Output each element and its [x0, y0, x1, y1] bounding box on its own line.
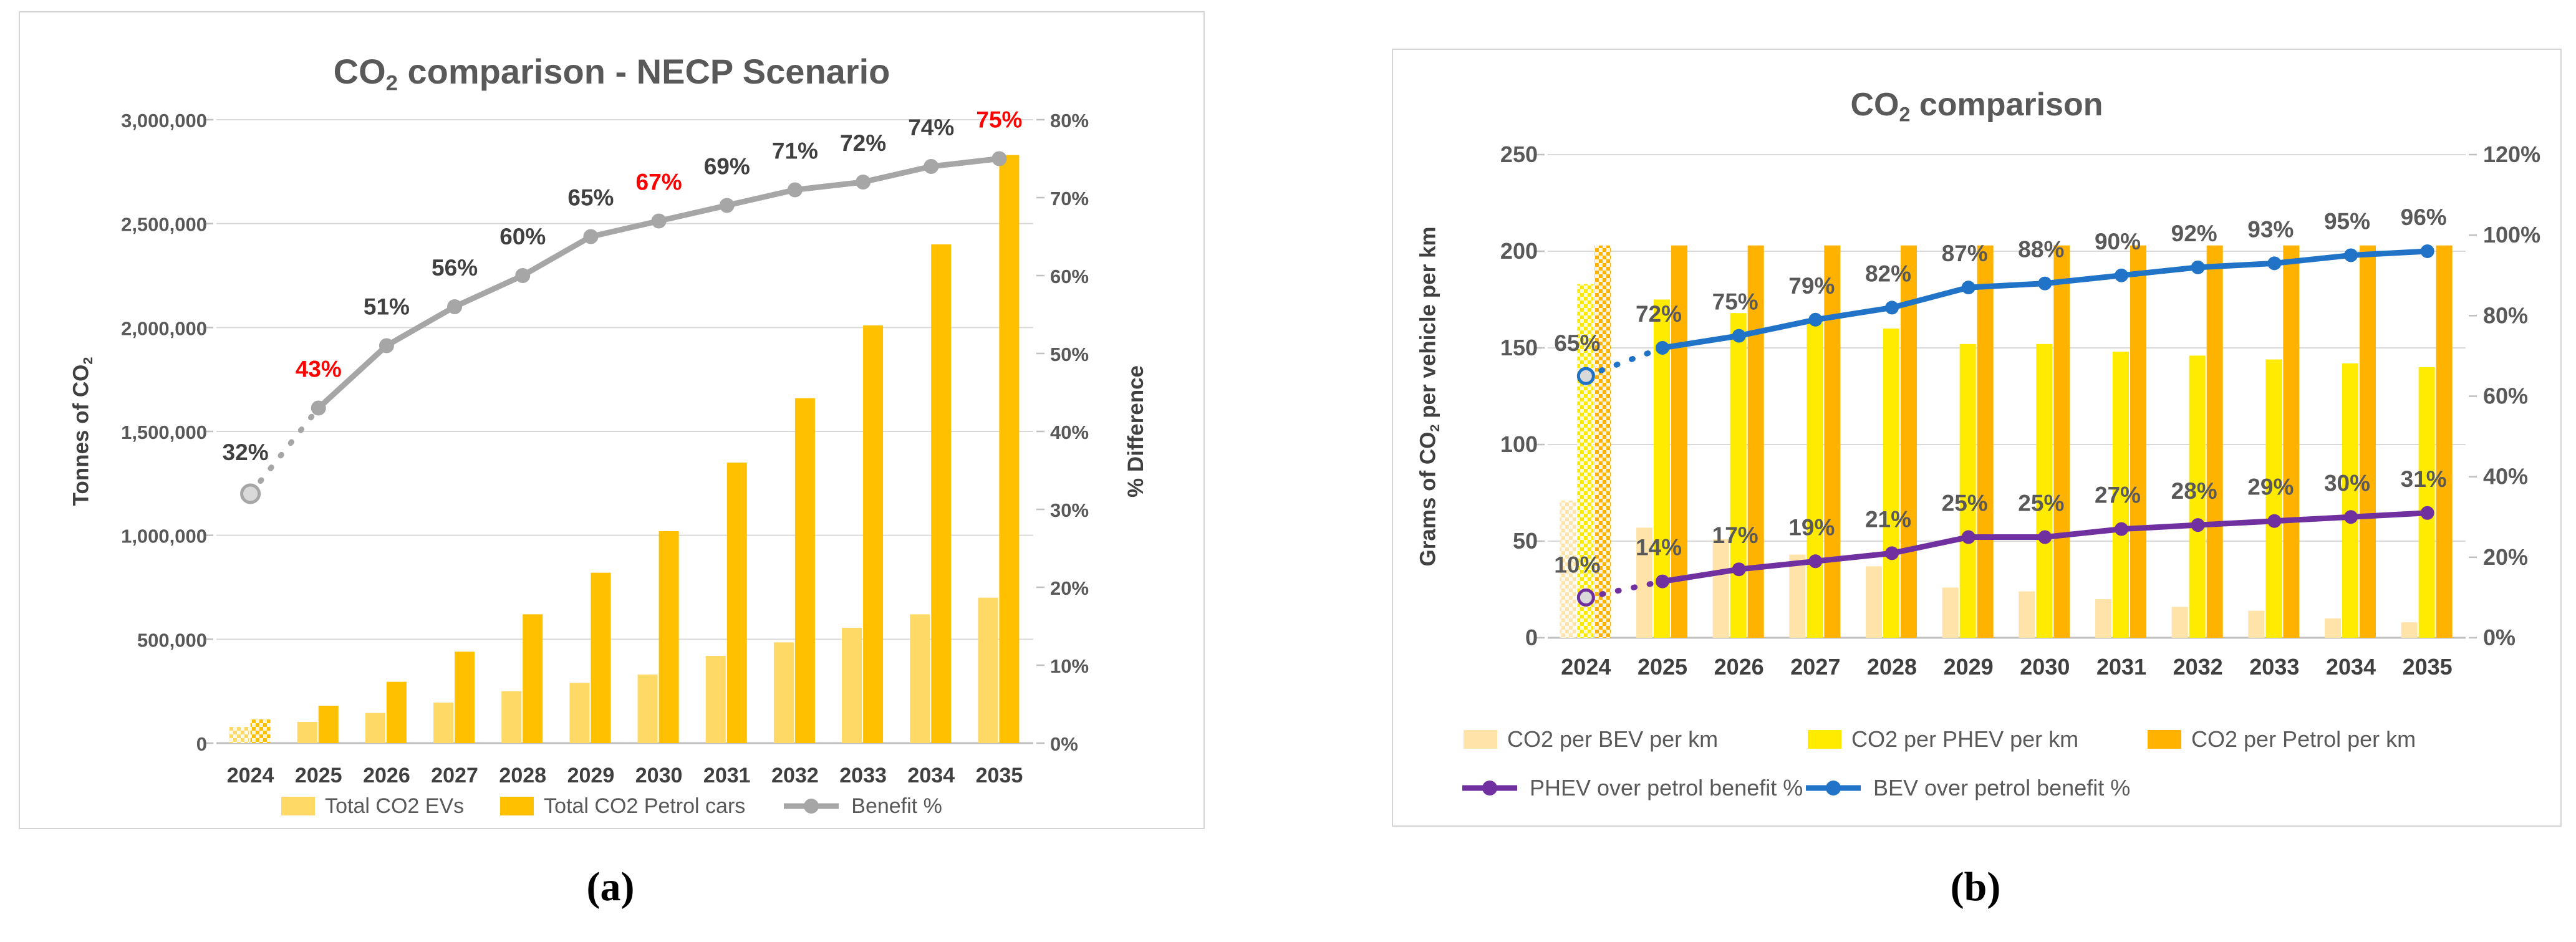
data-label-phev-over-petrol-benefit-2029: 25% — [1941, 490, 1988, 516]
x-axis-label-2034: 2034 — [907, 764, 955, 787]
marker-bev-over-petrol-benefit-2030 — [2038, 277, 2052, 291]
marker-bev-over-petrol-benefit-2028 — [1885, 300, 1899, 314]
bar-total-co2-evs-2028 — [501, 691, 521, 743]
legend-item-total-co2-petrol-cars — [500, 794, 745, 819]
data-label-phev-over-petrol-benefit-2033: 29% — [2247, 474, 2294, 500]
left-axis-tick-label: 2,000,000 — [121, 317, 207, 340]
chart-a-title-rest: comparison - NECP Scenario — [397, 52, 890, 91]
legend-item-label: Total CO2 EVs — [325, 794, 465, 818]
right-axis-tick-label: 30% — [1050, 499, 1089, 521]
chart-b-title-rest: comparison — [1910, 87, 2103, 123]
marker-benefit-2027 — [447, 299, 462, 314]
legend-item-label: CO2 per Petrol per km — [2191, 726, 2416, 752]
marker-bev-over-petrol-benefit-2029 — [1962, 281, 1975, 294]
chart-b-plot — [1393, 50, 2560, 825]
bar-total-co2-petrol-cars-2034 — [931, 244, 951, 743]
bar-co2-per-bev-per-km-2029 — [1942, 587, 1959, 638]
data-label-benefit-2025: 43% — [295, 356, 342, 382]
marker-phev-over-petrol-benefit-2028 — [1885, 546, 1899, 560]
marker-estimated-benefit-2024 — [242, 485, 259, 502]
left-axis-tick-label: 200 — [1500, 238, 1538, 264]
bar-total-co2-evs-2026 — [365, 713, 385, 743]
data-label-phev-over-petrol-benefit-2028: 21% — [1864, 506, 1912, 532]
right-axis-tick-label: 20% — [1050, 577, 1089, 599]
legend-item-benefit — [781, 794, 942, 819]
caption-b: (b) — [1950, 864, 2001, 910]
right-axis-tick-label: 10% — [1050, 655, 1089, 677]
left-axis-title-rest: per vehicle per km — [1416, 226, 1440, 425]
x-axis-label-2026: 2026 — [363, 764, 410, 787]
chart-b-title-subscript: 2 — [1899, 103, 1911, 126]
data-label-benefit-2030: 67% — [635, 169, 682, 195]
x-axis-label-2031: 2031 — [2096, 654, 2147, 680]
data-label-benefit-2029: 65% — [567, 185, 614, 211]
data-label-bev-over-petrol-benefit-2026: 75% — [1712, 289, 1758, 315]
data-label-benefit-2034: 74% — [908, 115, 955, 140]
marker-benefit-2031 — [720, 198, 735, 213]
right-axis-tick-label: 120% — [2483, 142, 2541, 167]
bar-co2-per-phev-per-km-2026 — [1730, 313, 1747, 638]
right-axis-tick-label: 50% — [1050, 344, 1089, 365]
marker-phev-over-petrol-benefit-2032 — [2191, 518, 2205, 532]
data-label-bev-over-petrol-benefit-2024: 65% — [1554, 330, 1601, 357]
marker-phev-over-petrol-benefit-2025 — [1656, 575, 1669, 589]
chart-a-title-subscript: 2 — [385, 71, 398, 95]
bar-total-co2-evs-2032 — [774, 642, 794, 743]
left-axis-tick-label: 1,500,000 — [121, 421, 207, 443]
bar-co2-per-bev-per-km-2030 — [2019, 592, 2035, 638]
data-label-bev-over-petrol-benefit-2030: 88% — [2018, 236, 2065, 262]
x-axis-label-2028: 2028 — [499, 764, 547, 787]
bar-total-co2-petrol-cars-2028 — [523, 614, 543, 743]
legend-item-label: Total CO2 Petrol cars — [544, 794, 746, 818]
marker-phev-over-petrol-benefit-2026 — [1732, 562, 1746, 576]
data-label-phev-over-petrol-benefit-2034: 30% — [2323, 470, 2371, 496]
x-axis-label-2035: 2035 — [975, 764, 1023, 787]
data-label-phev-over-petrol-benefit-2031: 27% — [2094, 482, 2141, 508]
x-axis-label-2026: 2026 — [1714, 654, 1764, 680]
data-label-phev-over-petrol-benefit-2024: 10% — [1554, 552, 1601, 578]
data-label-phev-over-petrol-benefit-2030: 25% — [2018, 490, 2065, 516]
bar-total-co2-evs-2027 — [433, 703, 453, 743]
x-axis-label-2033: 2033 — [839, 764, 887, 787]
bar-co2-per-bev-per-km-2031 — [2095, 599, 2111, 638]
data-label-phev-over-petrol-benefit-2026: 17% — [1712, 522, 1758, 549]
bar-total-co2-petrol-cars-2027 — [455, 651, 475, 743]
marker-bev-over-petrol-benefit-2026 — [1732, 329, 1746, 343]
data-label-bev-over-petrol-benefit-2034: 95% — [2323, 208, 2371, 234]
bar-co2-per-petrol-per-km-2034 — [2360, 246, 2376, 638]
bar-total-co2-evs-2033 — [842, 628, 862, 743]
data-label-phev-over-petrol-benefit-2027: 19% — [1788, 514, 1835, 541]
chart-a-legend — [20, 789, 1204, 823]
line-benefit — [319, 159, 1000, 408]
bar-co2-per-phev-per-km-2027 — [1807, 321, 1823, 638]
bar-total-co2-petrol-cars-2029 — [591, 573, 610, 743]
marker-benefit-2035 — [991, 151, 1006, 166]
caption-a: (a) — [586, 864, 635, 910]
left-axis-tick-label: 150 — [1500, 335, 1538, 360]
marker-bev-over-petrol-benefit-2032 — [2191, 261, 2205, 274]
chart-a-title-text: CO — [333, 52, 386, 91]
line-bev-over-petrol-benefit — [1662, 251, 2428, 348]
bar-total-co2-petrol-cars-2026 — [387, 682, 407, 743]
bar-total-co2-evs-2034 — [910, 614, 930, 743]
x-axis-label-2029: 2029 — [567, 764, 615, 787]
marker-phev-over-petrol-benefit-2031 — [2115, 522, 2128, 536]
left-axis-tick-label: 50 — [1512, 528, 1538, 554]
x-axis-label-2030: 2030 — [2020, 654, 2070, 680]
marker-phev-over-petrol-benefit-2030 — [2038, 531, 2052, 544]
marker-phev-over-petrol-benefit-2027 — [1808, 554, 1822, 568]
legend-item-label: CO2 per PHEV per km — [1851, 726, 2079, 752]
bar-co2-per-bev-per-km-2034 — [2325, 618, 2341, 638]
data-label-bev-over-petrol-benefit-2031: 90% — [2094, 228, 2141, 254]
data-label-bev-over-petrol-benefit-2027: 79% — [1788, 272, 1835, 299]
chart-card-a — [19, 11, 1205, 829]
x-axis-label-2025: 2025 — [1637, 654, 1688, 680]
data-label-bev-over-petrol-benefit-2035: 96% — [2400, 204, 2447, 230]
marker-benefit-2025 — [311, 401, 326, 416]
bar-total-co2-evs-2029 — [569, 683, 589, 743]
right-axis-tick-label: 0% — [1050, 733, 1078, 755]
bar-total-co2-evs-2035 — [978, 598, 998, 743]
data-label-bev-over-petrol-benefit-2032: 92% — [2171, 220, 2217, 246]
x-axis-label-2028: 2028 — [1866, 654, 1918, 680]
data-label-benefit-2033: 72% — [840, 130, 887, 156]
marker-bev-over-petrol-benefit-2025 — [1656, 341, 1669, 355]
bar-co2-per-petrol-per-km-2029 — [1977, 246, 1994, 638]
bar-total-co2-evs-2030 — [638, 675, 658, 743]
left-axis-title-subscript: 2 — [1426, 424, 1442, 432]
right-axis-tick-label: 0% — [2483, 625, 2516, 650]
chart-a-plot — [20, 12, 1204, 828]
x-axis-label-2032: 2032 — [771, 764, 819, 787]
marker-bev-over-petrol-benefit-2034 — [2344, 248, 2358, 262]
bar-co2-per-petrol-per-km-2031 — [2130, 246, 2146, 638]
chart-b-title-text: CO — [1850, 87, 1899, 123]
bar-co2-per-bev-per-km-2027 — [1789, 555, 1805, 638]
x-axis-label-2035: 2035 — [2402, 654, 2453, 680]
marker-benefit-2028 — [515, 268, 530, 283]
bar-co2-per-petrol-per-km-2024 — [1594, 246, 1611, 638]
left-axis-title-text: Grams of CO — [1416, 431, 1440, 567]
marker-benefit-2033 — [856, 175, 871, 190]
bar-total-co2-evs-2024 — [229, 727, 249, 743]
data-label-bev-over-petrol-benefit-2029: 87% — [1941, 241, 1988, 267]
bar-total-co2-petrol-cars-2030 — [659, 531, 679, 743]
bar-co2-per-phev-per-km-2028 — [1883, 329, 1899, 638]
left-axis-tick-label: 250 — [1500, 142, 1538, 167]
bar-co2-per-petrol-per-km-2032 — [2207, 246, 2223, 638]
legend-item-label: BEV over petrol benefit % — [1873, 775, 2131, 800]
left-axis-tick-label: 500,000 — [137, 629, 207, 651]
marker-phev-over-petrol-benefit-2035 — [2421, 506, 2434, 520]
x-axis-label-2024: 2024 — [226, 764, 274, 787]
bar-co2-per-phev-per-km-2035 — [2419, 367, 2435, 638]
bar-total-co2-evs-2031 — [706, 656, 726, 743]
x-axis-label-2032: 2032 — [2173, 654, 2223, 680]
bar-co2-per-petrol-per-km-2027 — [1824, 246, 1840, 638]
right-axis-tick-label: 40% — [2483, 463, 2529, 489]
marker-bev-over-petrol-benefit-2031 — [2115, 269, 2128, 282]
bar-co2-per-petrol-per-km-2035 — [2436, 246, 2453, 638]
data-label-bev-over-petrol-benefit-2025: 72% — [1635, 301, 1682, 327]
left-axis-tick-label: 1,000,000 — [121, 525, 207, 547]
left-axis-tick-label: 100 — [1500, 431, 1538, 457]
legend-item-total-co2-evs — [281, 794, 464, 819]
x-axis-label-2027: 2027 — [1790, 654, 1841, 680]
right-axis-tick-label: 20% — [2483, 544, 2529, 570]
bar-co2-per-bev-per-km-2028 — [1866, 566, 1882, 638]
right-axis-tick-label: 60% — [1050, 266, 1089, 287]
marker-benefit-2034 — [924, 159, 938, 174]
left-axis-tick-label: 0 — [1525, 625, 1538, 650]
total-co2-evs-swatch-icon — [281, 797, 315, 815]
left-axis-title-text: Tonnes of CO — [69, 364, 94, 506]
data-label-bev-over-petrol-benefit-2033: 93% — [2247, 216, 2294, 243]
data-label-phev-over-petrol-benefit-2032: 28% — [2171, 478, 2217, 504]
x-axis-label-2025: 2025 — [294, 764, 342, 787]
right-axis-tick-label: 60% — [2483, 383, 2529, 409]
left-axis-tick-label: 2,500,000 — [121, 213, 207, 236]
bar-total-co2-petrol-cars-2024 — [251, 719, 271, 743]
right-axis-tick-label: 80% — [1050, 110, 1089, 132]
marker-benefit-2029 — [583, 229, 598, 244]
marker-bev-over-petrol-benefit-2027 — [1808, 313, 1822, 327]
legend-item-label: CO2 per BEV per km — [1507, 726, 1719, 752]
right-axis-tick-label: 70% — [1050, 188, 1089, 209]
data-label-benefit-2032: 71% — [771, 138, 818, 164]
data-label-benefit-2027: 56% — [432, 255, 478, 281]
data-label-benefit-2024: 32% — [222, 440, 269, 465]
x-axis-label-2034: 2034 — [2325, 654, 2376, 680]
marker-estimated-bev-over-petrol-benefit-2024 — [1578, 368, 1593, 383]
bar-co2-per-bev-per-km-2035 — [2401, 622, 2418, 638]
left-axis-tick-label: 0 — [196, 733, 207, 755]
marker-benefit-2026 — [379, 339, 394, 353]
right-axis-title-text: % Difference — [1124, 365, 1148, 498]
bar-total-co2-petrol-cars-2035 — [999, 155, 1019, 743]
bar-co2-per-bev-per-km-2033 — [2248, 611, 2264, 638]
x-axis-label-2031: 2031 — [703, 764, 751, 787]
marker-phev-over-petrol-benefit-2033 — [2267, 514, 2281, 528]
bar-total-co2-petrol-cars-2033 — [863, 325, 883, 743]
data-label-benefit-2026: 51% — [363, 294, 410, 320]
data-label-benefit-2035: 75% — [976, 107, 1023, 133]
marker-bev-over-petrol-benefit-2035 — [2421, 244, 2434, 258]
bar-co2-per-bev-per-km-2032 — [2172, 607, 2188, 638]
data-label-phev-over-petrol-benefit-2025: 14% — [1635, 534, 1682, 560]
right-axis-tick-label: 100% — [2483, 222, 2541, 248]
benefit-line-swatch-icon — [781, 794, 841, 819]
marker-bev-over-petrol-benefit-2033 — [2267, 256, 2281, 270]
data-label-phev-over-petrol-benefit-2035: 31% — [2400, 466, 2447, 492]
x-axis-label-2033: 2033 — [2249, 654, 2300, 680]
x-axis-label-2027: 2027 — [431, 764, 478, 787]
left-axis-title-subscript: 2 — [79, 357, 95, 365]
marker-phev-over-petrol-benefit-2029 — [1962, 531, 1975, 544]
bar-total-co2-petrol-cars-2032 — [795, 398, 815, 743]
bar-co2-per-bev-per-km-2026 — [1713, 539, 1729, 638]
x-axis-label-2024: 2024 — [1561, 654, 1611, 680]
x-axis-label-2029: 2029 — [1943, 654, 1994, 680]
right-axis-tick-label: 80% — [2483, 302, 2529, 329]
left-axis-tick-label: 3,000,000 — [121, 110, 207, 132]
data-label-bev-over-petrol-benefit-2028: 82% — [1864, 261, 1912, 287]
marker-benefit-2032 — [788, 183, 803, 198]
bar-co2-per-petrol-per-km-2033 — [2283, 246, 2299, 638]
bar-total-co2-petrol-cars-2031 — [727, 463, 747, 743]
marker-benefit-2030 — [652, 214, 667, 229]
marker-estimated-phev-over-petrol-benefit-2024 — [1578, 590, 1593, 605]
data-label-benefit-2031: 69% — [703, 153, 750, 180]
bar-co2-per-petrol-per-km-2030 — [2053, 246, 2070, 638]
right-axis-tick-label: 40% — [1050, 421, 1089, 443]
x-axis-label-2030: 2030 — [635, 764, 683, 787]
chart-card-b — [1392, 49, 2562, 827]
bar-co2-per-phev-per-km-2034 — [2342, 363, 2358, 638]
bar-total-co2-evs-2025 — [297, 722, 317, 743]
marker-phev-over-petrol-benefit-2034 — [2344, 510, 2358, 524]
data-label-benefit-2028: 60% — [499, 224, 546, 249]
legend-item-label: Benefit % — [851, 794, 942, 818]
legend-item-label: PHEV over petrol benefit % — [1530, 775, 1803, 800]
total-co2-petrol-cars-swatch-icon — [500, 797, 534, 815]
bar-total-co2-petrol-cars-2025 — [319, 706, 339, 743]
